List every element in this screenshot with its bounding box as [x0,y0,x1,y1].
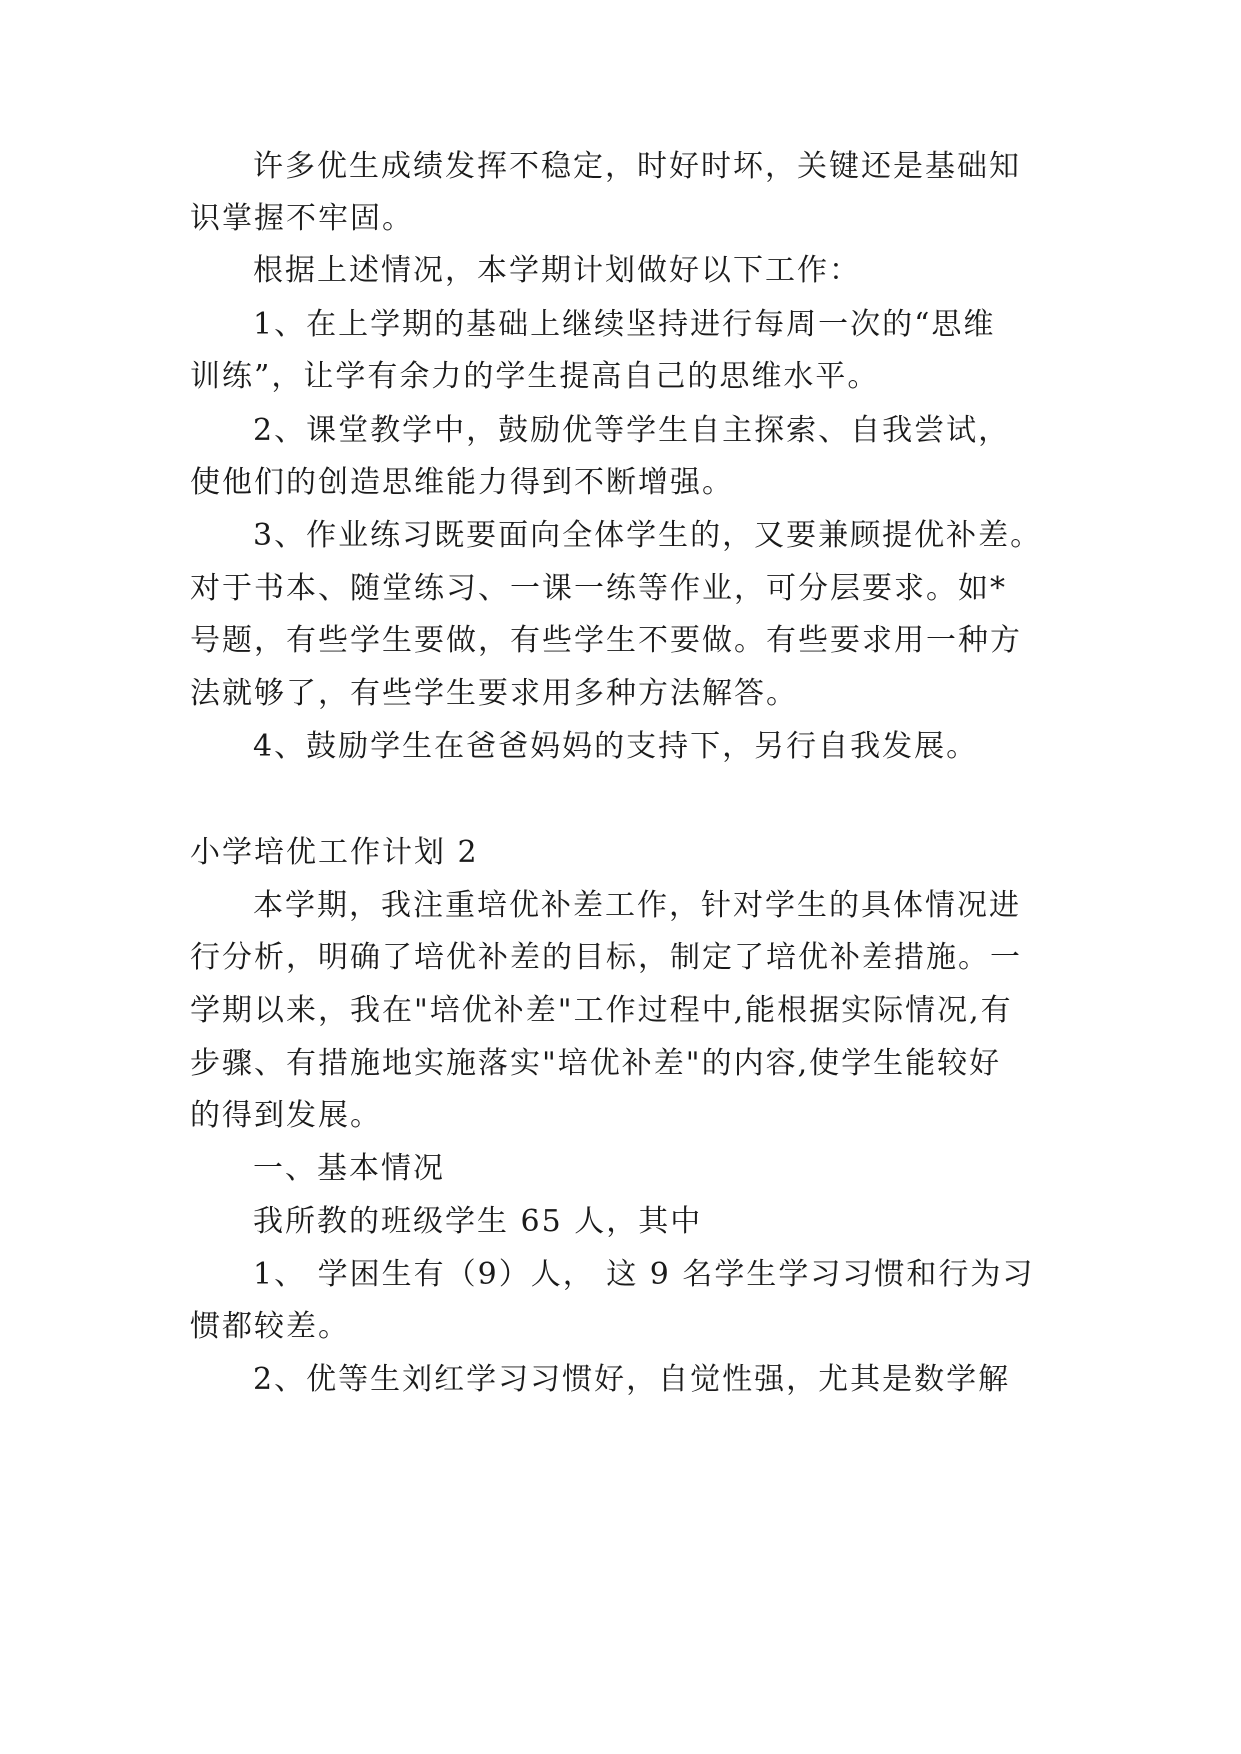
paragraph-line: 2、课堂教学中，鼓励优等学生自主探索、自我尝试， [253,413,1011,448]
paragraph-line: 使他们的创造思维能力得到不断增强。 [190,465,734,500]
paragraph-line: 1、在上学期的基础上继续坚持进行每周一次的“思维 [253,307,996,342]
paragraph-line: 识掌握不牢固。 [190,201,414,236]
paragraph-line: 行分析，明确了培优补差的目标，制定了培优补差措施。一 [190,940,1022,975]
paragraph-line: 许多优生成绩发挥不稳定，时好时坏，关键还是基础知 [253,149,1021,184]
paragraph-line: 1、 学困生有（9）人， 这 9 名学生学习习惯和行为习 [253,1257,1035,1292]
paragraph-line: 法就够了，有些学生要求用多种方法解答。 [190,676,798,711]
paragraph-line: 4、鼓励学生在爸爸妈妈的支持下，另行自我发展。 [253,729,979,764]
paragraph-line: 2、优等生刘红学习习惯好，自觉性强，尤其是数学解 [253,1362,1011,1397]
section-heading: 小学培优工作计划 2 [190,835,479,870]
paragraph-line: 本学期，我注重培优补差工作，针对学生的具体情况进 [253,888,1021,923]
paragraph-line: 根据上述情况，本学期计划做好以下工作： [253,253,861,288]
paragraph-line: 惯都较差。 [190,1309,350,1344]
paragraph-line: 步骤、有措施地实施落实"培优补差"的内容,使学生能较好 [190,1046,1002,1081]
paragraph-line: 我所教的班级学生 65 人，其中 [253,1204,703,1239]
paragraph-line: 对于书本、随堂练习、一课一练等作业，可分层要求。如* [190,571,1007,606]
paragraph-line: 3、作业练习既要面向全体学生的，又要兼顾提优补差。 [253,518,1043,553]
paragraph-line: 的得到发展。 [190,1098,382,1133]
paragraph-line: 学期以来，我在"培优补差"工作过程中,能根据实际情况,有 [190,993,1013,1028]
paragraph-line: 训练”，让学有余力的学生提高自己的思维水平。 [190,359,880,394]
paragraph-line: 号题，有些学生要做，有些学生不要做。有些要求用一种方 [190,623,1022,658]
subheading: 一、基本情况 [253,1151,445,1186]
